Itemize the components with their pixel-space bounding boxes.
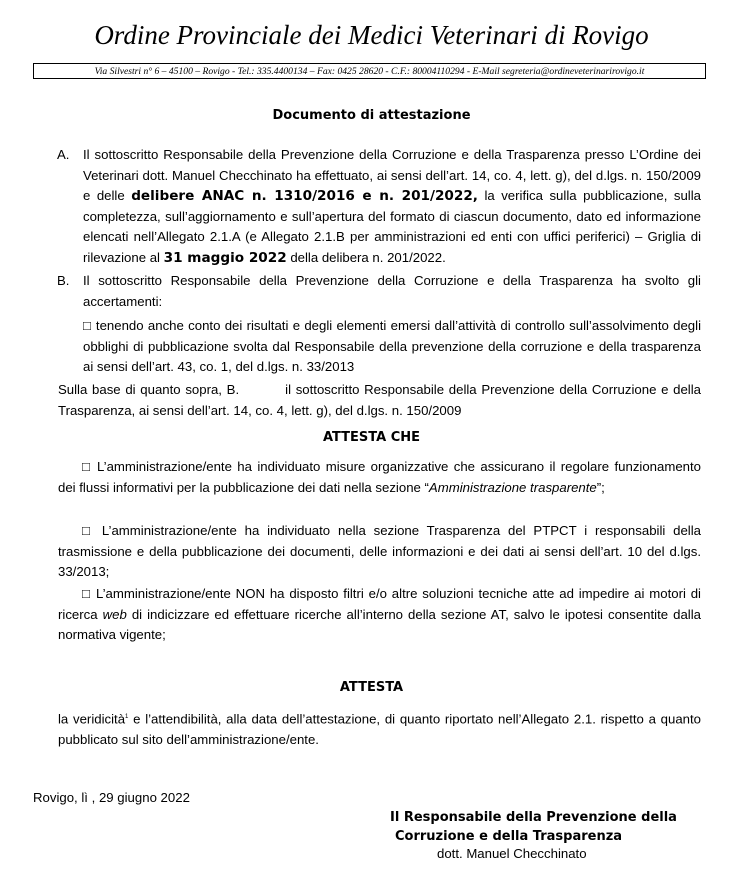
document-title: Documento di attestazione bbox=[272, 108, 471, 123]
section-b-paragraph: Il sottoscritto Responsabile della Prevenzione della Corruzione e della Trasparenza ha svolto gli accertamenti: bbox=[83, 273, 701, 309]
signature-title-line-2: Corruzione e della Trasparenza bbox=[395, 829, 623, 844]
attesta-che-item-3 bbox=[58, 584, 701, 646]
item-3-italic: web bbox=[102, 606, 127, 622]
signature-title-line-1: Il Responsabile della Prevenzione della bbox=[390, 810, 677, 825]
item-3-text-a: □ L’amministrazione/ente NON ha disposto filtri e/o altre soluzioni tecniche atte ad impedire ai motori di ricerca bbox=[58, 586, 701, 622]
section-a-text-2: la verifica sulla pubblicazione, sulla completezza, sull’aggiornamento e sull’apertura del formato di ciascun documento, dato ed informazione elencati nell’Allegato 2.1.A (e Allegato 2.1.B per amministrazioni ed enti con uffici periferici) – Griglia di rilevazione al bbox=[83, 188, 701, 265]
basis-text-2: il sottoscritto Responsabile della Prevenzione della Corruzione e della Trasparenza, ai sensi dell’art. 14, co. 4, lett. g), del d.lgs. n. 150/2009 bbox=[58, 382, 702, 418]
basis-text-1: Sulla base di quanto sopra, B. bbox=[58, 382, 240, 397]
item-1-text-a: □ L’amministrazione/ente ha individuato misure organizzative che assicurano il regolare funzionamento dei flussi informativi per la pubblicazione dei dati nella sezione “ bbox=[58, 459, 701, 495]
section-b-checkbox-item: □ tenendo anche conto dei risultati e degli elementi emersi dall’attività di controllo sull’assolvimento degli obblighi di pubblicazione svolta dal Responsabile della prevenzione della corruzione e della trasparenza ai sensi dell’art. 43, co. 1, del d.lgs. n. 33/2013 bbox=[83, 318, 701, 374]
section-a-marker: A. bbox=[57, 147, 70, 162]
contact-info-box: Via Silvestri n° 6 – 45100 – Rovigo - Tel.: 335.4400134 – Fax: 0425 28620 - C.F.: 80004110294 - E-Mail segreteria@ordineveterinarirovigo.it bbox=[33, 63, 706, 79]
basis-paragraph bbox=[58, 380, 701, 421]
attesta-che-heading: ATTESTA CHE bbox=[322, 430, 421, 445]
section-a-text-3: della delibera n. 201/2022. bbox=[286, 249, 446, 265]
signature-name: dott. Manuel Checchinato bbox=[437, 846, 587, 861]
attesta-che-item-1 bbox=[58, 457, 701, 498]
organization-title: Ordine Provinciale dei Medici Veterinari di Rovigo bbox=[94, 20, 649, 50]
item-1-text-b: ”; bbox=[596, 479, 605, 495]
attesta-heading: ATTESTA bbox=[339, 680, 404, 695]
section-b-marker: B. bbox=[57, 273, 70, 288]
item-1-italic: Amministrazione trasparente bbox=[428, 479, 597, 495]
item-3-text-b: di indicizzare ed effettuare ricerche all’interno della sezione AT, salvo le ipotesi consentite dalla normativa vigente; bbox=[58, 606, 701, 642]
section-a-bold-delibere: delibere ANAC n. 1310/2016 e n. 201/2022, bbox=[131, 188, 478, 204]
section-a-text-1: Il sottoscritto Responsabile della Prevenzione della Corruzione e della Trasparenza presso L’Ordine dei Veterinari dott. Manuel Checchinato ha effettuato, ai sensi dell’art. 14, co. 4, lett. g), del d.lgs. n. 150/2009 e delle bbox=[83, 147, 701, 203]
attesta-text-1: la veridicità bbox=[58, 711, 126, 727]
attesta-paragraph bbox=[58, 707, 701, 750]
section-a-bold-date: 31 maggio 2022 bbox=[163, 249, 287, 266]
attesta-text-2: e l’attendibilità, alla data dell’attestazione, di quanto riportato nell’Allegato 2.1. rispetto a quanto pubblicato sul sito dell’amministrazione/ente. bbox=[58, 711, 702, 747]
section-a-paragraph bbox=[83, 145, 701, 268]
footnote-marker: 1 bbox=[125, 714, 129, 720]
place-date: Rovigo, lì , 29 giugno 2022 bbox=[33, 790, 190, 805]
attesta-che-item-2: □ L’amministrazione/ente ha individuato nella sezione Trasparenza del PTPCT i responsabili della trasmissione e della pubblicazione dei documenti, delle informazioni e dei dati ai sensi dell’art. 10 del d.lgs. 33/2013; bbox=[58, 523, 701, 579]
